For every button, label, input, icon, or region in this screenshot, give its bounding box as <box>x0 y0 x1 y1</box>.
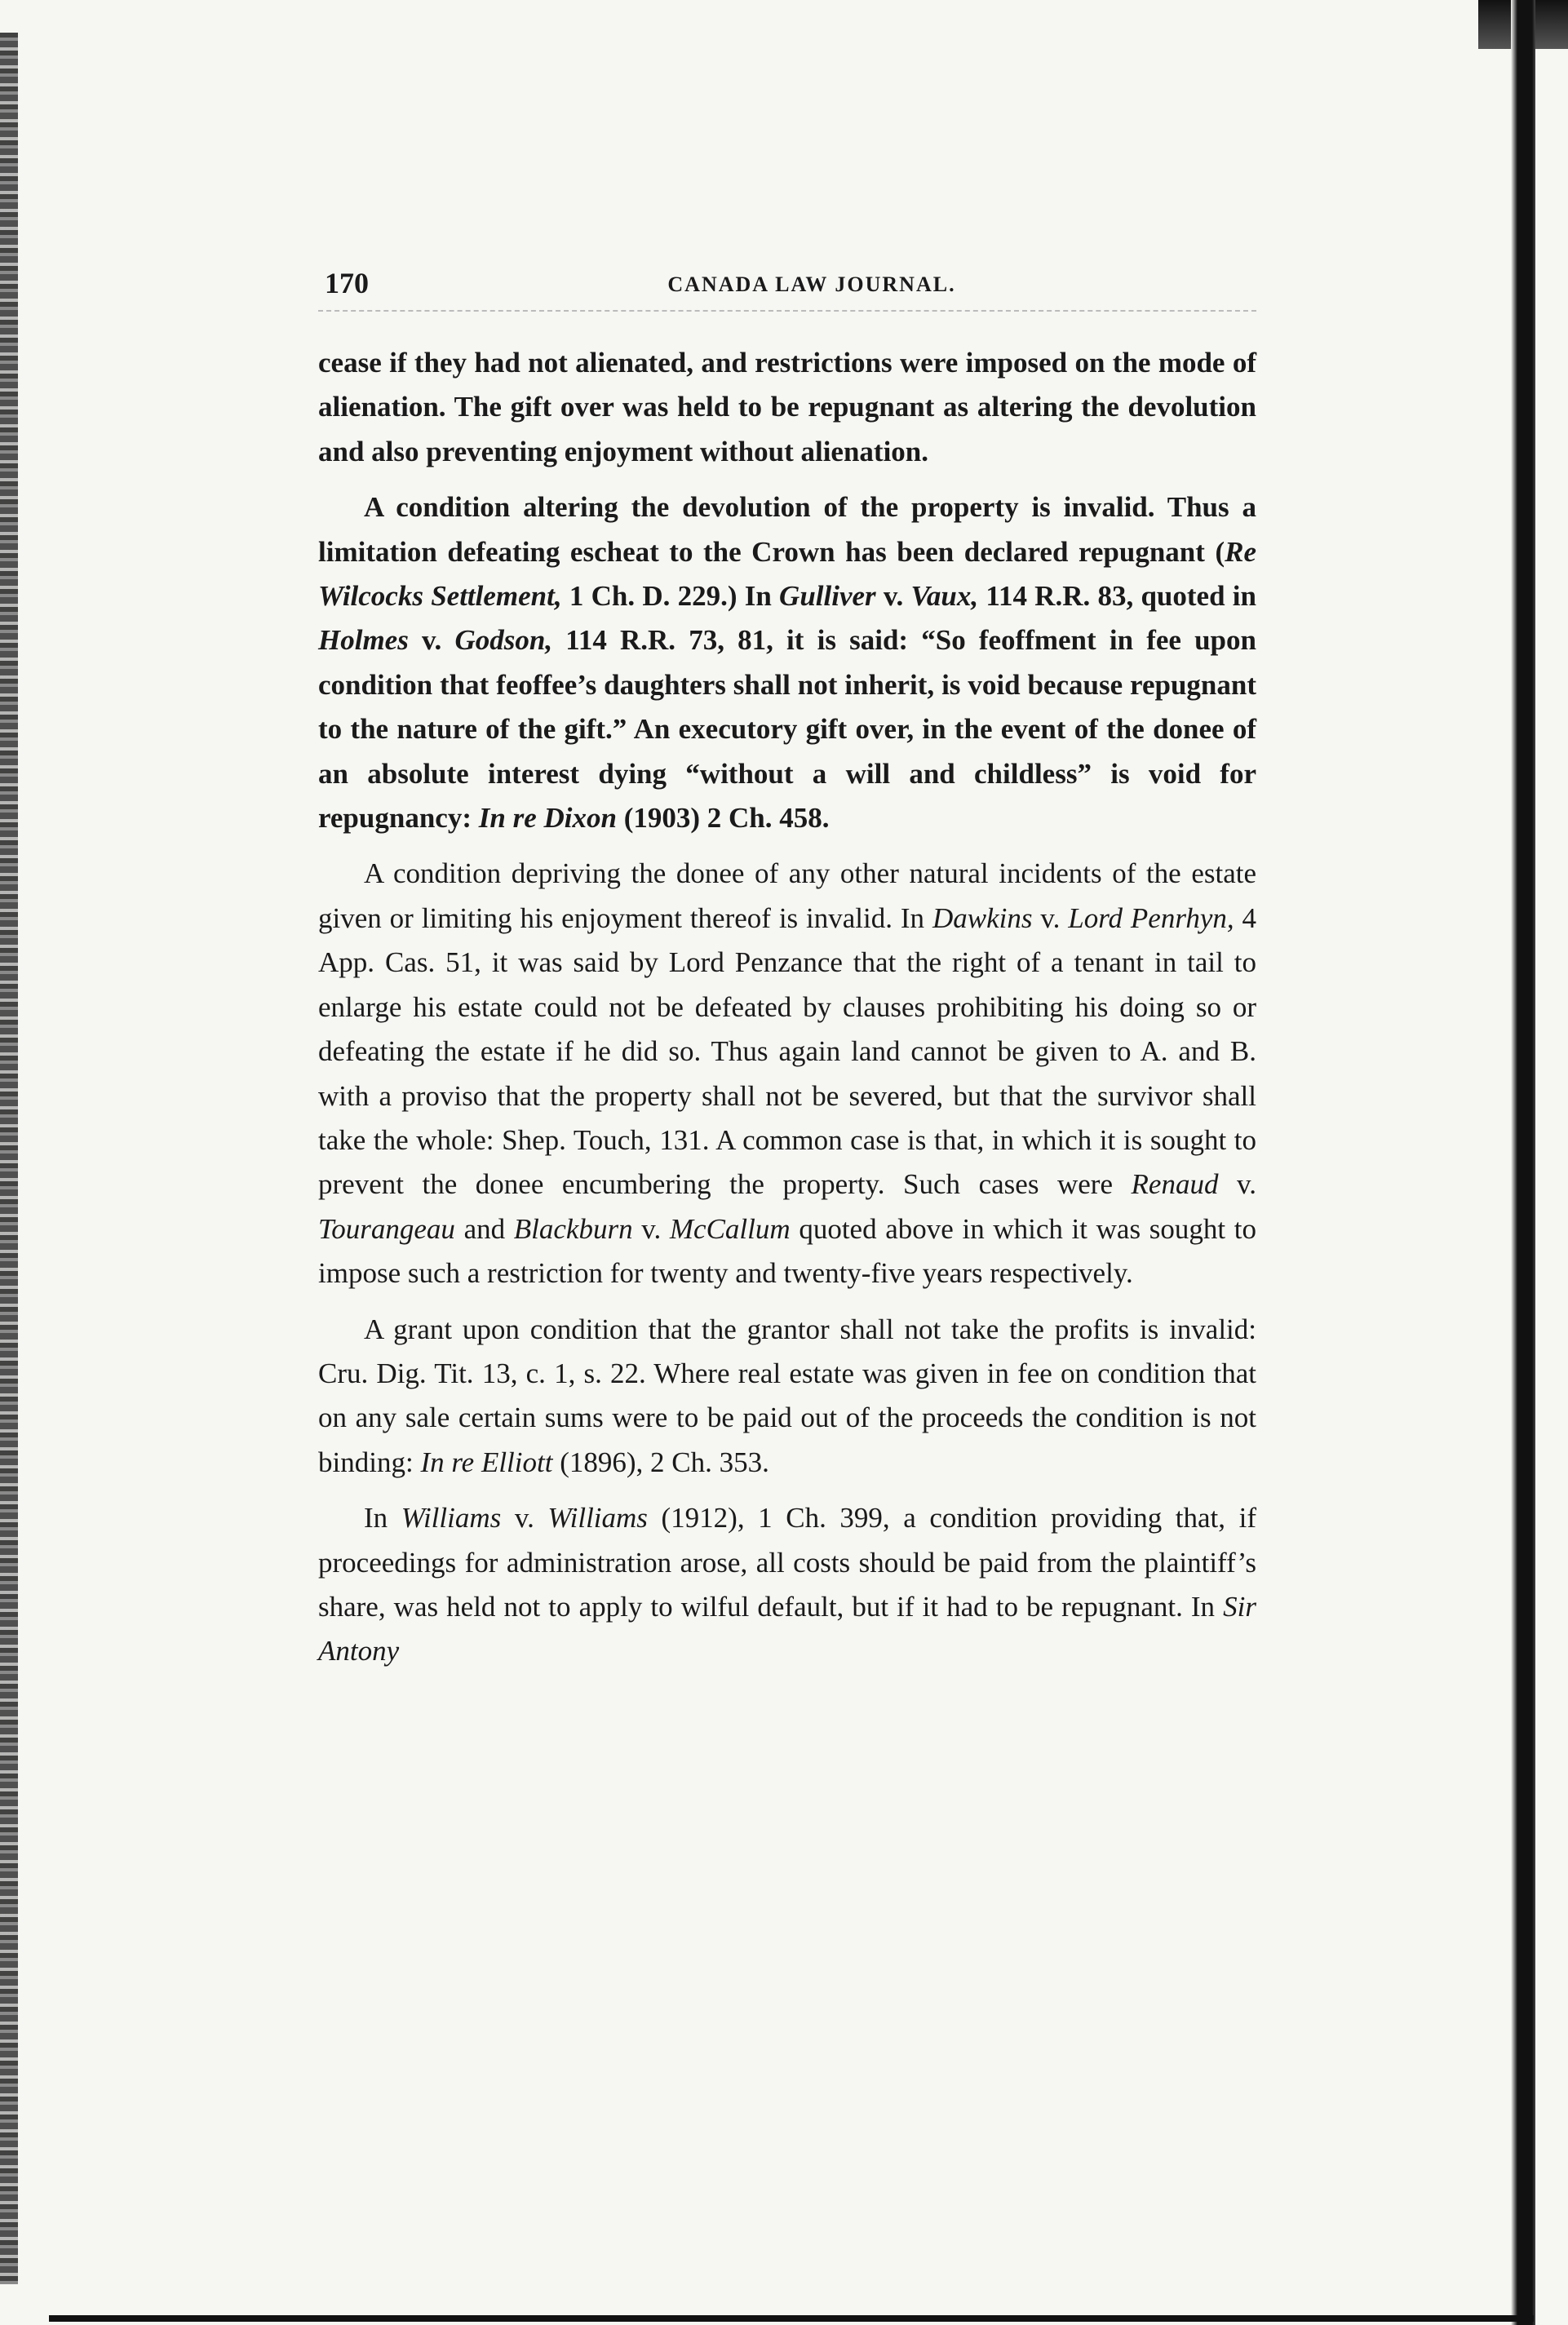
case-citation: Lord Penrhyn, <box>1068 901 1234 934</box>
case-citation: Williams <box>401 1502 502 1534</box>
case-citation: Holmes <box>318 624 409 657</box>
case-citation: In re Dixon <box>478 802 617 835</box>
case-citation: Williams <box>547 1502 648 1534</box>
case-citation: Tourangeau <box>318 1212 455 1245</box>
text-run: A condition altering the devolution of the property is invalid. Thus a limitation defeating escheat to the Crown has been declared repugnant ( <box>318 491 1256 568</box>
page-number: 170 <box>325 267 369 299</box>
scan-edge-left <box>0 33 18 2284</box>
text-run: cease if they had not alienated, and restrictions were imposed on the mode of alienation. The gift over was held to be repugnant as altering the devolution and also preventing enjoyment without alienation. <box>318 347 1256 467</box>
paragraph <box>318 852 1256 1295</box>
case-citation: Blackburn <box>513 1212 633 1245</box>
case-citation: Renaud <box>1131 1168 1219 1201</box>
text-run: v. <box>632 1212 670 1245</box>
paragraph <box>318 485 1256 840</box>
running-head <box>318 261 1256 312</box>
paragraph <box>318 1308 1256 1486</box>
text-run: v. <box>1032 901 1069 934</box>
case-citation: Gulliver <box>779 580 876 613</box>
text-run: 114 R.R. 83, quoted in <box>978 580 1256 613</box>
text-run: and <box>454 1212 514 1245</box>
case-citation: McCallum <box>669 1212 791 1245</box>
journal-title: CANADA LAW JOURNAL. <box>667 272 956 296</box>
text-run: v. <box>501 1502 548 1534</box>
text-run: quoted above in which it was sought to impose such a restriction for twenty and twenty-five years respectively. <box>318 1212 1256 1290</box>
case-citation: Godson, <box>454 624 553 657</box>
text-run: 114 R.R. 73, 81, it is said: “So feoffment in fee upon condition that feoffee’s daughters shall not inherit, is void because repugnant to the nature of the gift.” An executory gift over, in the event of the donee of an absolute interest dying “without a will and childless” is void for repugnancy: <box>318 624 1256 835</box>
journal-page <box>318 261 1256 1685</box>
paragraph <box>318 1496 1256 1674</box>
case-citation: Sir Antony <box>318 1590 1256 1667</box>
scan-edge-right <box>1511 0 1535 2325</box>
scan-edge-bottom <box>49 2315 1534 2322</box>
text-run: (1896), 2 Ch. 353. <box>552 1446 769 1478</box>
text-run: 1 Ch. D. 229.) In <box>561 580 780 613</box>
paragraph <box>318 341 1256 474</box>
case-citation: Dawkins <box>932 901 1033 934</box>
text-run: (1903) 2 Ch. 458. <box>616 802 830 835</box>
body-text <box>318 341 1256 1674</box>
text-run: A grant upon condition that the grantor shall not take the profits is invalid: Cru. Dig. Tit. 13, c. 1, s. 22. Where real estate was given in fee on condition that on any sale certain sums were to be paid out of the proceeds the condition is not binding: <box>318 1313 1256 1478</box>
text-run: A condition depriving the donee of any other natural incidents of the estate given or limiting his enjoyment thereof is invalid. In <box>318 857 1256 934</box>
text-run: 4 App. Cas. 51, it was said by Lord Penzance that the right of a tenant in tail to enlarge his estate could not be defeated by clauses prohibiting his doing so or defeating the estate if he did so. Thus again land cannot be given to A. and B. with a proviso that the property shall not be severed, but that the survivor shall take the whole: Shep. Touch, 131. A common case is that, in which it is sought to prevent the donee encumbering the property. Such cases were <box>318 901 1257 1201</box>
text-run: v. <box>408 624 455 657</box>
text-run: (1912), 1 Ch. 399, a condition providing that, if proceedings for administration arose, all costs should be paid from the plaintiff’s share, was held not to apply to wilful default, but if it had to be repugnant. In <box>318 1502 1256 1623</box>
text-run: v. <box>875 580 911 613</box>
text-run: v. <box>1218 1168 1256 1201</box>
case-citation: In re Elliott <box>420 1446 553 1478</box>
case-citation: Re Wilcocks Settlement, <box>318 535 1256 613</box>
case-citation: Vaux, <box>910 580 979 613</box>
text-run: In <box>364 1502 401 1534</box>
